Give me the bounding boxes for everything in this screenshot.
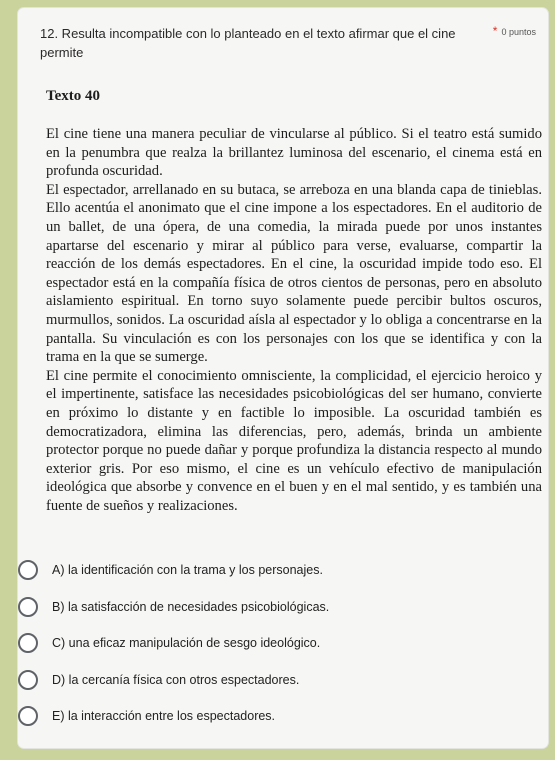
passage [46, 88, 542, 515]
radio-button-icon[interactable] [18, 633, 38, 653]
passage-heading: Texto 40 [46, 88, 101, 104]
option-label: A) la identificación con la trama y los personajes. [52, 563, 323, 578]
option-b[interactable] [18, 589, 518, 626]
radio-button-icon[interactable] [18, 560, 38, 580]
radio-button-icon[interactable] [18, 670, 38, 690]
option-label: D) la cercanía física con otros espectadores. [52, 672, 300, 687]
option-label: B) la satisfacción de necesidades psicobiológicas. [52, 599, 330, 614]
option-c[interactable] [18, 625, 518, 662]
option-a[interactable] [18, 552, 518, 589]
passage-text [46, 125, 542, 515]
passage-paragraph-1: El cine tiene una manera peculiar de vincularse al público. Si el teatro está sumido en la penumbra que realza la brillantez luminosa del escenario, el cinema está en profunda oscuridad. [46, 126, 542, 180]
option-e[interactable] [18, 698, 518, 735]
radio-button-icon[interactable] [18, 706, 38, 726]
question-title: 12. Resulta incompatible con lo planteado en el texto afirmar que el cine permite [40, 26, 456, 60]
required-mark: * [492, 24, 498, 38]
option-label: E) la interacción entre los espectadores. [52, 709, 276, 724]
points-label: 0 puntos [501, 27, 536, 37]
points-indicator [493, 24, 536, 38]
answer-options [18, 552, 518, 735]
passage-paragraph-3: El cine permite el conocimiento omnisciente, la complicidad, el ejercicio heroico y el impertinente, satisface las necesidades psicobiológicas del ser humano, convierte en próximo lo distante y en factible lo imposible. La oscuridad también es democratizadora, elimina las diferencias, pero, además, brinda un ambiente protector porque no puede dañar y porque profundiza la distancia respecto al mundo exterior gris. Por eso mismo, el cine es un vehículo efectivo de manipulación ideológica que absorbe y convence en el buen y en el mal sentido, y es también una fuente de sueños y realizaciones. [46, 367, 542, 514]
option-d[interactable] [18, 662, 518, 699]
radio-button-icon[interactable] [18, 597, 38, 617]
passage-paragraph-2: El espectador, arrellanado en su butaca, se arreboza en una blanda capa de tinieblas. Ello acentúa el anonimato que el cine impone a los espectadores. En el auditorio de un ballet, de una ópera, de una comedia, la mirada puede por unos instantes apartarse del escenario y mirar al público para verse, evaluarse, compartir la reacción de los demás espectadores. En el cine, la oscuridad impide todo eso. El espectador está en la compañía física de otros cientos de personas, pero en absoluto aislamiento espiritual. En torno suyo solamente puede percibir bultos oscuros, murmullos, sonidos. La oscuridad aísla al espectador y lo obliga a concentrarse en la pantalla. Su vinculación es con los personajes con los que se identifica y con la trama en la que se sumerge. [46, 181, 542, 366]
option-label: C) una eficaz manipulación de sesgo ideológico. [52, 636, 321, 651]
